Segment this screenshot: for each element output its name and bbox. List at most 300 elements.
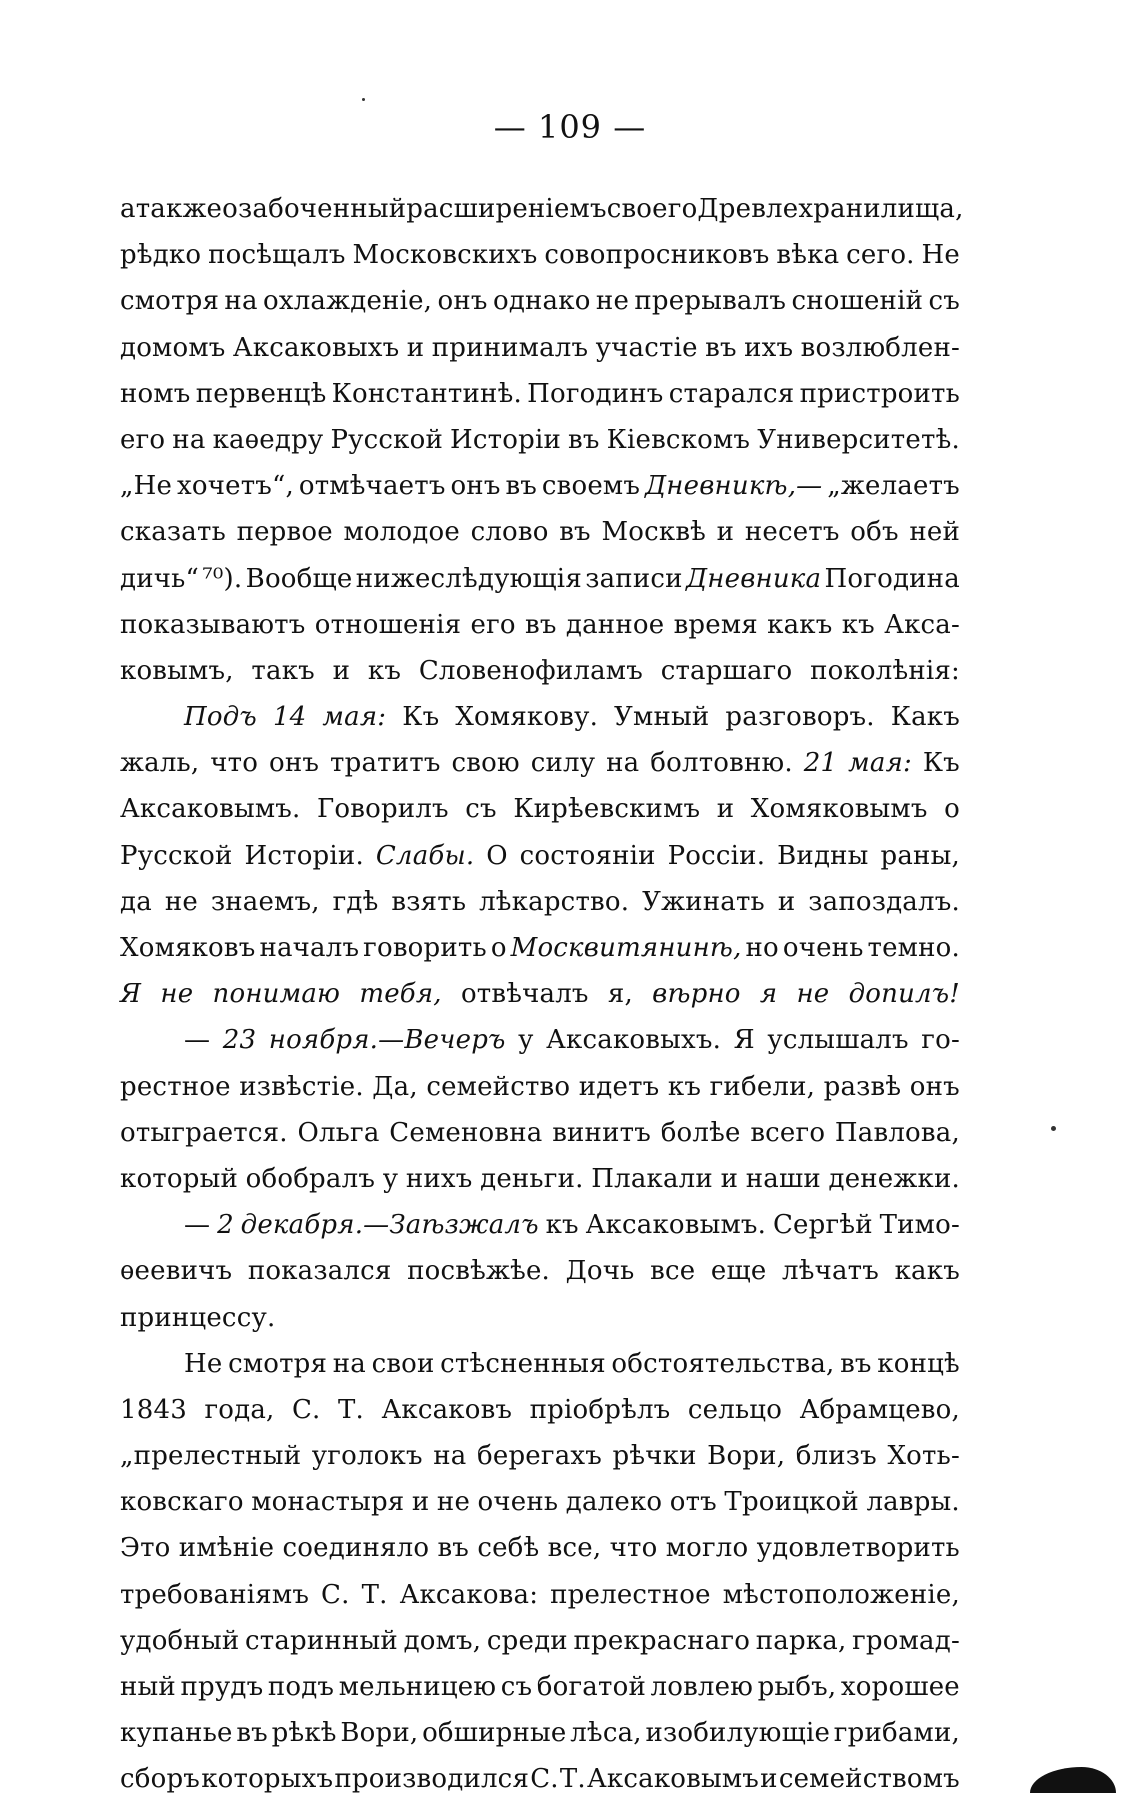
text-line	[120, 786, 960, 832]
text-line	[120, 1017, 960, 1063]
word: принималъ	[431, 332, 589, 363]
word: несетъ	[744, 517, 840, 548]
word: Университетѣ.	[757, 424, 960, 455]
text-line	[120, 417, 960, 463]
word: —	[184, 1025, 211, 1056]
word: 2	[217, 1210, 234, 1241]
word: Хомяковъ	[120, 933, 256, 963]
word: запоздалъ.	[808, 886, 960, 917]
word: Вори,	[340, 1718, 419, 1749]
word: Погодинъ	[527, 378, 664, 409]
word: семейство	[426, 1071, 571, 1102]
word: Видны	[777, 840, 869, 871]
word: своемъ	[541, 471, 641, 502]
word: не	[160, 979, 194, 1010]
word: тебя,	[359, 979, 442, 1010]
word: охлажденіе,	[263, 286, 433, 317]
word: Къ	[402, 702, 440, 733]
word: къ	[667, 1071, 702, 1102]
word: также	[135, 194, 223, 224]
word: Аксаковымъ	[587, 1764, 760, 1795]
word: денежки.	[828, 1163, 960, 1194]
word: его	[470, 609, 516, 640]
word: Къ	[922, 748, 960, 779]
word: темно.	[867, 933, 960, 963]
word: Дневника	[685, 563, 822, 594]
page-number: — 109 —	[493, 108, 647, 146]
text-line	[120, 325, 960, 371]
word: Ольга	[297, 1117, 380, 1148]
word: Это	[120, 1533, 171, 1564]
word: Аксаковымъ.	[120, 794, 301, 825]
word: озабоченный	[222, 194, 407, 224]
word: Словенофиламъ	[418, 655, 643, 686]
word: сношеній	[791, 286, 924, 317]
word: ⁷⁰).	[202, 563, 243, 594]
word: въ	[525, 609, 557, 640]
word: берегахъ	[477, 1441, 602, 1472]
word: года,	[204, 1394, 275, 1425]
word: богатой	[536, 1672, 646, 1702]
word: время	[673, 609, 758, 640]
word: расширеніемъ	[406, 194, 607, 224]
word: и	[406, 332, 425, 363]
word: дичь“	[120, 563, 199, 594]
word: и	[720, 1163, 739, 1194]
word: объ	[850, 517, 899, 548]
word: отношенія	[314, 609, 462, 640]
word: слово	[470, 517, 549, 548]
word: данное	[565, 609, 665, 640]
word: съ	[500, 1672, 533, 1702]
word: громад-	[852, 1625, 960, 1656]
word: не	[436, 1487, 471, 1518]
word: на	[606, 748, 640, 779]
word: Кирѣевскимъ	[513, 794, 701, 825]
word: деньги.	[480, 1163, 584, 1194]
word: каѳедру	[212, 424, 324, 455]
text-line	[120, 879, 960, 925]
word: знаемъ,	[210, 886, 320, 917]
word: прерывалъ	[634, 286, 787, 317]
word: да	[120, 886, 152, 917]
word: Русской	[120, 840, 233, 871]
word: такъ	[251, 655, 315, 686]
word: къ	[367, 655, 402, 686]
word: своего	[606, 194, 698, 224]
word: но	[745, 933, 779, 963]
word: лавры.	[866, 1487, 960, 1518]
word: въ	[705, 332, 737, 363]
word: первенцѣ	[195, 378, 327, 409]
word: Россіи.	[667, 840, 766, 871]
word: „желаетъ	[827, 471, 960, 502]
word: очень	[477, 1487, 559, 1518]
word: среди	[486, 1625, 568, 1656]
word: Да,	[372, 1071, 418, 1102]
word: старинный	[245, 1625, 398, 1656]
word: сего.	[846, 240, 915, 271]
text-line	[120, 1710, 960, 1756]
word: грибами,	[833, 1718, 960, 1749]
word: Московскихъ	[352, 240, 538, 271]
word: Сергѣй	[772, 1210, 873, 1241]
word: поколѣнія:	[810, 655, 960, 686]
word: у	[382, 1163, 399, 1194]
word: 23	[222, 1025, 257, 1056]
word: ихъ	[744, 332, 794, 363]
word: гибели,	[709, 1071, 816, 1102]
word: Павлова,	[834, 1117, 960, 1148]
word: въ	[236, 1718, 268, 1749]
word: Абрамцево,	[799, 1394, 960, 1425]
text-line	[120, 278, 960, 324]
word: всего	[750, 1117, 826, 1148]
text-line	[120, 740, 960, 786]
text-line	[120, 1156, 960, 1202]
word: Тимо-	[879, 1210, 960, 1241]
word: обширные	[422, 1718, 567, 1749]
word: и	[760, 1764, 778, 1795]
word: онъ	[437, 286, 488, 317]
word: съ	[928, 286, 960, 317]
body-text	[120, 186, 964, 1803]
word: разговоръ.	[725, 702, 875, 733]
text-line	[120, 833, 960, 879]
text-line	[120, 556, 960, 602]
word: свои	[371, 1348, 435, 1379]
word: идетъ	[578, 1071, 660, 1102]
word: прудъ	[180, 1672, 264, 1702]
word: требованіямъ	[120, 1579, 310, 1610]
word: у	[518, 1025, 534, 1056]
word: Погодина	[824, 563, 960, 594]
word: въ	[437, 1533, 470, 1564]
word: смотря	[120, 286, 220, 317]
word: „прелестный	[120, 1441, 302, 1472]
word: старался	[668, 378, 795, 409]
word: удовлетворить	[756, 1533, 960, 1564]
word: Аксакова:	[399, 1579, 539, 1610]
word: Дочь	[565, 1256, 635, 1287]
word: что	[210, 748, 259, 779]
word: все	[650, 1256, 696, 1287]
word: близъ	[795, 1441, 877, 1472]
text-line	[120, 1064, 960, 1110]
word: понимаю	[212, 979, 341, 1010]
word: все,	[547, 1533, 602, 1564]
word: въ	[559, 517, 591, 548]
word: пріобрѣлъ	[529, 1394, 671, 1425]
word: рѣчки	[612, 1441, 697, 1472]
word: очень	[782, 933, 864, 963]
word: ный	[120, 1672, 176, 1702]
word: говорить	[363, 933, 487, 963]
text-line	[120, 1525, 960, 1571]
word: соединяло	[282, 1533, 430, 1564]
word: Исторіи.	[244, 840, 364, 871]
word: сказать	[120, 517, 226, 548]
word: С.	[321, 1579, 350, 1610]
word: Т.	[361, 1579, 388, 1610]
text-line	[120, 232, 960, 278]
word: извѣстіе.	[239, 1071, 364, 1102]
word: Аксаковыхъ.	[546, 1025, 722, 1056]
word: мельницею	[338, 1672, 497, 1702]
word: вѣрно	[652, 979, 741, 1010]
word: Т.	[338, 1394, 365, 1425]
word: его	[120, 424, 166, 455]
word: Умный	[614, 702, 710, 733]
word: Аксаковымъ.	[585, 1210, 767, 1241]
word: записи	[585, 563, 683, 594]
word: Кіевскомъ	[606, 424, 751, 455]
word: посвѣжѣе.	[407, 1256, 551, 1287]
word: показываютъ	[120, 609, 306, 640]
word: онъ	[909, 1071, 960, 1102]
word: Исторіи	[450, 424, 562, 455]
text-line	[120, 1341, 960, 1387]
word: Русской	[330, 424, 444, 455]
word: го-	[921, 1025, 960, 1056]
word: рыбъ,	[757, 1672, 837, 1702]
word: смотря	[228, 1348, 328, 1379]
word: какъ	[767, 609, 833, 640]
word: которыхъ	[201, 1764, 334, 1795]
word: —	[184, 1210, 211, 1241]
word: ѳеевичъ	[120, 1256, 233, 1287]
word: въ	[568, 424, 600, 455]
word: ловлею	[650, 1672, 754, 1702]
word: нижеслѣдующія	[355, 563, 582, 594]
word: Вообще	[245, 563, 353, 594]
word: Какъ	[890, 702, 960, 733]
word: имѣніе	[178, 1533, 275, 1564]
text-line	[120, 1572, 960, 1618]
text-line	[120, 1618, 960, 1664]
word: Хомяковымъ	[750, 794, 928, 825]
word: Троицкой	[724, 1487, 859, 1518]
word: старшаго	[660, 655, 793, 686]
word: и	[716, 517, 735, 548]
word: Не	[921, 240, 960, 271]
word: Аксаковыхъ	[232, 332, 400, 363]
text-line	[120, 971, 960, 1017]
word: какъ	[894, 1256, 960, 1287]
word: Т.	[559, 1764, 586, 1795]
word: 14	[272, 702, 307, 733]
word: я,	[607, 979, 633, 1010]
word: болтовню.	[650, 748, 793, 779]
word: тратитъ	[330, 748, 441, 779]
word: однако	[492, 286, 591, 317]
word: Дневникѣ,—	[644, 471, 823, 502]
word: производился	[334, 1764, 530, 1795]
word: совопросниковъ	[544, 240, 770, 271]
word: еще	[710, 1256, 767, 1287]
word: отвѣчалъ	[460, 979, 589, 1010]
word: свою	[451, 748, 520, 779]
word: отмѣчаетъ	[298, 471, 446, 502]
text-line	[120, 1387, 960, 1433]
word: онъ	[269, 748, 320, 779]
word: С.	[291, 1394, 321, 1425]
text-line	[120, 509, 960, 555]
text-line	[120, 463, 960, 509]
word: гдѣ	[332, 886, 379, 917]
word: состояніи	[519, 840, 656, 871]
word: на	[224, 286, 258, 317]
text-line	[120, 186, 964, 232]
text-line	[120, 1433, 960, 1479]
word: взять	[391, 886, 467, 917]
word: Древлехранилища,	[697, 194, 964, 224]
word: подъ	[267, 1672, 335, 1702]
word: началъ	[259, 933, 360, 963]
word: Я	[733, 1025, 755, 1056]
word: монастыря	[251, 1487, 405, 1518]
word: участіе	[595, 332, 698, 363]
text-line	[120, 1110, 960, 1156]
word: силу	[530, 748, 596, 779]
text-line	[120, 1295, 960, 1341]
text-line	[120, 648, 960, 694]
word: на	[332, 1348, 366, 1379]
word: Говорилъ	[316, 794, 449, 825]
word: наши	[745, 1163, 821, 1194]
word: винитъ	[552, 1117, 651, 1148]
word: и	[411, 1487, 430, 1518]
word: Слабы.	[375, 840, 475, 871]
word: 21	[803, 748, 838, 779]
word: О	[486, 840, 508, 871]
text-line	[120, 1664, 960, 1710]
word: и	[716, 794, 735, 825]
word: 1843	[120, 1394, 187, 1425]
ink-speck	[362, 98, 365, 101]
word: рѣкѣ	[271, 1718, 337, 1749]
word: изобилующіе	[645, 1718, 831, 1749]
word: и	[332, 655, 351, 686]
word: съ	[465, 794, 497, 825]
word: сельцо	[687, 1394, 783, 1425]
word: уголокъ	[311, 1441, 423, 1472]
word: въ	[840, 1348, 872, 1379]
text-line	[120, 1756, 960, 1802]
word: Хомякову.	[455, 702, 599, 733]
word: Акса-	[884, 609, 960, 640]
word: Подъ	[184, 702, 257, 733]
word: ноября.—Вечеръ	[268, 1025, 506, 1056]
word: ковымъ,	[120, 655, 234, 686]
word: возлюблен-	[800, 332, 960, 363]
word: стѣсненныя	[440, 1348, 606, 1379]
word: къ	[841, 609, 875, 640]
text-line	[120, 694, 960, 740]
word: Москвѣ	[601, 517, 707, 548]
word: принцессу.	[120, 1302, 276, 1333]
word: рестное	[120, 1071, 231, 1102]
word: „Не	[120, 471, 173, 502]
word: не	[164, 886, 198, 917]
word: жаль,	[120, 748, 200, 779]
word: домомъ	[120, 332, 226, 363]
word: парка,	[755, 1625, 847, 1656]
word: болѣе	[660, 1117, 741, 1148]
word: домъ,	[403, 1625, 482, 1656]
word: отыграется.	[120, 1117, 288, 1148]
ink-speck	[1051, 1126, 1056, 1131]
word: Хоть-	[887, 1441, 960, 1472]
word: Я	[120, 979, 142, 1010]
word: Вори,	[707, 1441, 786, 1472]
word: развѣ	[823, 1071, 902, 1102]
word: о	[490, 933, 507, 963]
word: себѣ	[477, 1533, 540, 1564]
word: ковскаго	[120, 1487, 244, 1518]
word: не	[595, 286, 630, 317]
word: удобный	[120, 1625, 240, 1656]
text-line	[120, 1202, 960, 1248]
word: Константинѣ.	[331, 378, 522, 409]
word: Семеновна	[389, 1117, 543, 1148]
word: концѣ	[877, 1348, 960, 1379]
text-line	[120, 602, 960, 648]
word: мѣстоположеніе,	[722, 1579, 960, 1610]
word: раны,	[880, 840, 960, 871]
word: С.	[530, 1764, 559, 1795]
word: не	[796, 979, 830, 1010]
word: пристроить	[799, 378, 960, 409]
word: отъ	[669, 1487, 717, 1518]
word: показался	[247, 1256, 392, 1287]
text-line	[120, 1248, 960, 1294]
word: Ужинать	[642, 886, 765, 917]
word: на	[433, 1441, 467, 1472]
word: купанье	[120, 1718, 233, 1749]
word: къ	[545, 1210, 579, 1241]
word: обстоятельства,	[611, 1348, 835, 1379]
word: Москвитянинѣ,	[510, 933, 742, 963]
word: семействомъ	[778, 1764, 960, 1795]
word: онъ	[450, 471, 501, 502]
word: въ	[505, 471, 538, 502]
word: вѣка	[776, 240, 840, 271]
word: рѣдко	[120, 240, 202, 271]
word: на	[172, 424, 206, 455]
word: лѣчатъ	[782, 1256, 880, 1287]
word: а	[120, 194, 136, 224]
word: Плакали	[591, 1163, 713, 1194]
word: первое	[236, 517, 333, 548]
word: молодое	[343, 517, 460, 548]
word: прелестное	[550, 1579, 711, 1610]
word: что	[609, 1533, 658, 1564]
word: Не	[184, 1348, 223, 1379]
word: хорошее	[840, 1672, 960, 1702]
word: посѣщалъ	[208, 240, 346, 271]
word: могло	[665, 1533, 749, 1564]
word: обобралъ	[245, 1163, 376, 1194]
word: декабря.—Заѣзжалъ	[240, 1210, 539, 1241]
word: лѣкарство.	[479, 886, 630, 917]
word: мая:	[322, 702, 387, 733]
text-line	[120, 371, 960, 417]
text-line	[120, 925, 960, 971]
word: далеко	[565, 1487, 663, 1518]
word: сборъ	[120, 1764, 201, 1795]
word: я	[759, 979, 778, 1010]
